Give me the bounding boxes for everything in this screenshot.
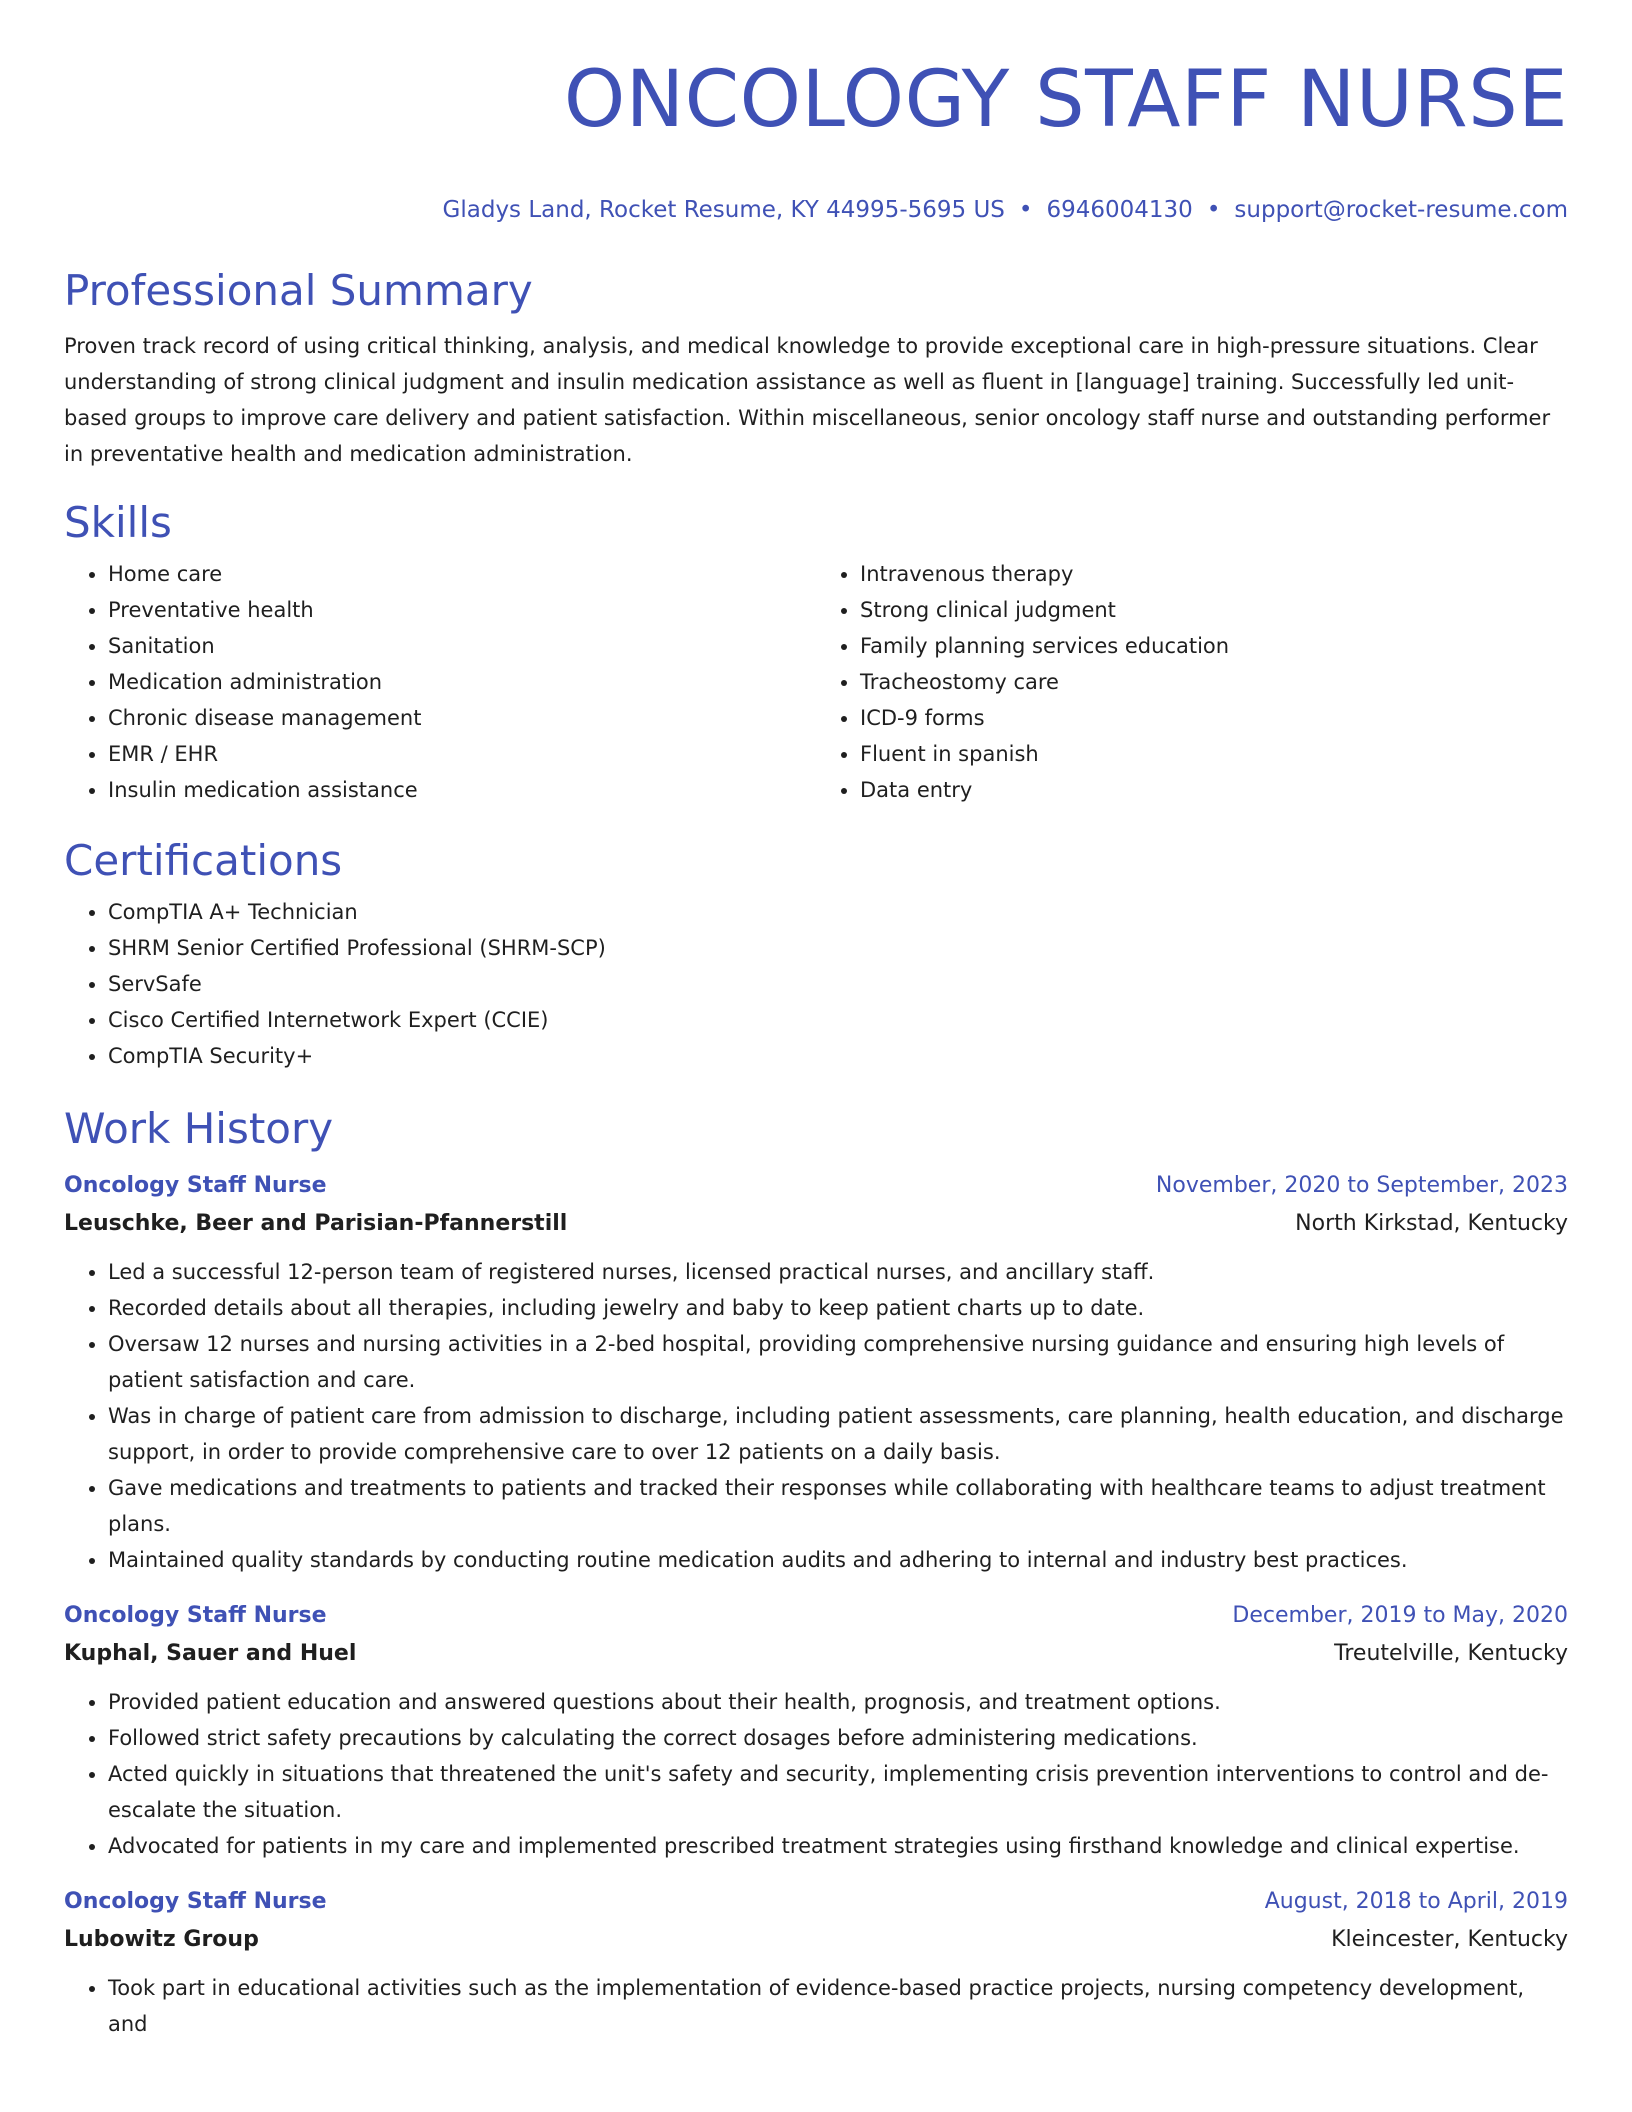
job-title: Oncology Staff Nurse	[64, 1889, 327, 1914]
job-location: Kleincester, Kentucky	[1331, 1927, 1568, 1952]
skill-item: • Fluent in spanish	[860, 736, 1568, 772]
skill-item: • Insulin medication assistance	[108, 772, 816, 808]
work-history-heading: Work History	[64, 1104, 334, 1153]
job-bullet: • Followed strict safety precautions by calculating the correct dosages before administering medications.	[108, 1720, 1568, 1756]
contact-separator: •	[1206, 197, 1221, 223]
contact-line	[64, 194, 1568, 226]
job-location: North Kirkstad, Kentucky	[1295, 1211, 1568, 1236]
job-bullet: • Acted quickly in situations that threatened the unit's safety and security, implementing crisis prevention interventions to control and de-escalate the situation.	[108, 1756, 1568, 1828]
job-bullet: • Provided patient education and answered questions about their health, prognosis, and treatment options.	[108, 1684, 1568, 1720]
job-bullets	[64, 1684, 1568, 1864]
job-company: Lubowitz Group	[64, 1927, 259, 1952]
skill-item: • Home care	[108, 556, 816, 592]
job-entry	[64, 1598, 1568, 1864]
skill-item: • EMR / EHR	[108, 736, 816, 772]
skill-item: • Medication administration	[108, 664, 816, 700]
resume-title: ONCOLOGY STAFF NURSE	[563, 55, 1568, 145]
job-subheader	[64, 1204, 1568, 1244]
job-bullet: • Advocated for patients in my care and implemented prescribed treatment strategies using firsthand knowledge and clinical expertise.	[108, 1828, 1568, 1864]
job-bullet: • Oversaw 12 nurses and nursing activities in a 2-bed hospital, providing comprehensive nursing guidance and ensuring high levels of patient satisfaction and care.	[108, 1326, 1568, 1398]
job-bullet: • Was in charge of patient care from admission to discharge, including patient assessments, care planning, health education, and discharge support, in order to provide comprehensive care to over 12 patients on a daily basis.	[108, 1398, 1568, 1470]
job-bullet: • Took part in educational activities such as the implementation of evidence-based practice projects, nursing competency development, and	[108, 1970, 1568, 2042]
job-bullets	[64, 1970, 1568, 2042]
certifications-heading: Certifications	[64, 836, 343, 885]
skills-column-right	[816, 556, 1568, 808]
job-subheader	[64, 1634, 1568, 1674]
skills-column-left	[64, 556, 816, 808]
job-header	[64, 1884, 1568, 1920]
contact-email: support@rocket-resume.com	[1234, 197, 1568, 223]
job-entry	[64, 1884, 1568, 2042]
contact-phone: 6946004130	[1046, 197, 1193, 223]
job-header	[64, 1168, 1568, 1204]
job-header	[64, 1598, 1568, 1634]
skill-item: • Tracheostomy care	[860, 664, 1568, 700]
job-dates: November, 2020 to September, 2023	[1155, 1173, 1568, 1198]
certifications-list	[64, 894, 1568, 1074]
job-title: Oncology Staff Nurse	[64, 1173, 327, 1198]
skills-heading: Skills	[64, 498, 172, 547]
job-company: Kuphal, Sauer and Huel	[64, 1641, 357, 1666]
job-dates: August, 2018 to April, 2019	[1264, 1889, 1568, 1914]
job-bullet: • Recorded details about all therapies, including jewelry and baby to keep patient charts up to date.	[108, 1290, 1568, 1326]
summary-heading: Professional Summary	[64, 266, 533, 315]
job-subheader	[64, 1920, 1568, 1960]
job-entry	[64, 1168, 1568, 1578]
skill-item: • ICD-9 forms	[860, 700, 1568, 736]
job-bullet: • Led a successful 12-person team of registered nurses, licensed practical nurses, and ancillary staff.	[108, 1254, 1568, 1290]
skill-item: • Preventative health	[108, 592, 816, 628]
job-bullet: • Maintained quality standards by conducting routine medication audits and adhering to internal and industry best practices.	[108, 1542, 1568, 1578]
job-dates: December, 2019 to May, 2020	[1232, 1603, 1568, 1628]
skill-item: • Sanitation	[108, 628, 816, 664]
certification-item: • CompTIA Security+	[108, 1038, 1568, 1074]
job-company: Leuschke, Beer and Parisian-Pfannerstill	[64, 1211, 568, 1236]
contact-address: Gladys Land, Rocket Resume, KY 44995-5695 US	[442, 197, 1005, 223]
skill-item: • Chronic disease management	[108, 700, 816, 736]
contact-separator: •	[1018, 197, 1033, 223]
job-title: Oncology Staff Nurse	[64, 1603, 327, 1628]
job-location: Treutelville, Kentucky	[1334, 1641, 1568, 1666]
skill-item: • Family planning services education	[860, 628, 1568, 664]
skill-item: • Strong clinical judgment	[860, 592, 1568, 628]
job-bullets	[64, 1254, 1568, 1578]
skills-list	[64, 556, 1568, 808]
job-bullet: • Gave medications and treatments to patients and tracked their responses while collaborating with healthcare teams to adjust treatment plans.	[108, 1470, 1568, 1542]
summary-text: Proven track record of using critical thinking, analysis, and medical knowledge to provide exceptional care in high-pressure situations. Clear understanding of strong clinical judgment and insulin medication assistance as well as fluent in [language] training. Successfully led unit-based groups to improve care delivery and patient satisfaction. Within miscellaneous, senior oncology staff nurse and outstanding performer in preventative health and medication administration.	[64, 334, 1551, 466]
skill-item: • Data entry	[860, 772, 1568, 808]
certification-item: • ServSafe	[108, 966, 1568, 1002]
certification-item: • Cisco Certified Internetwork Expert (CCIE)	[108, 1002, 1568, 1038]
certification-item: • CompTIA A+ Technician	[108, 894, 1568, 930]
skill-item: • Intravenous therapy	[860, 556, 1568, 592]
certification-item: • SHRM Senior Certified Professional (SHRM-SCP)	[108, 930, 1568, 966]
